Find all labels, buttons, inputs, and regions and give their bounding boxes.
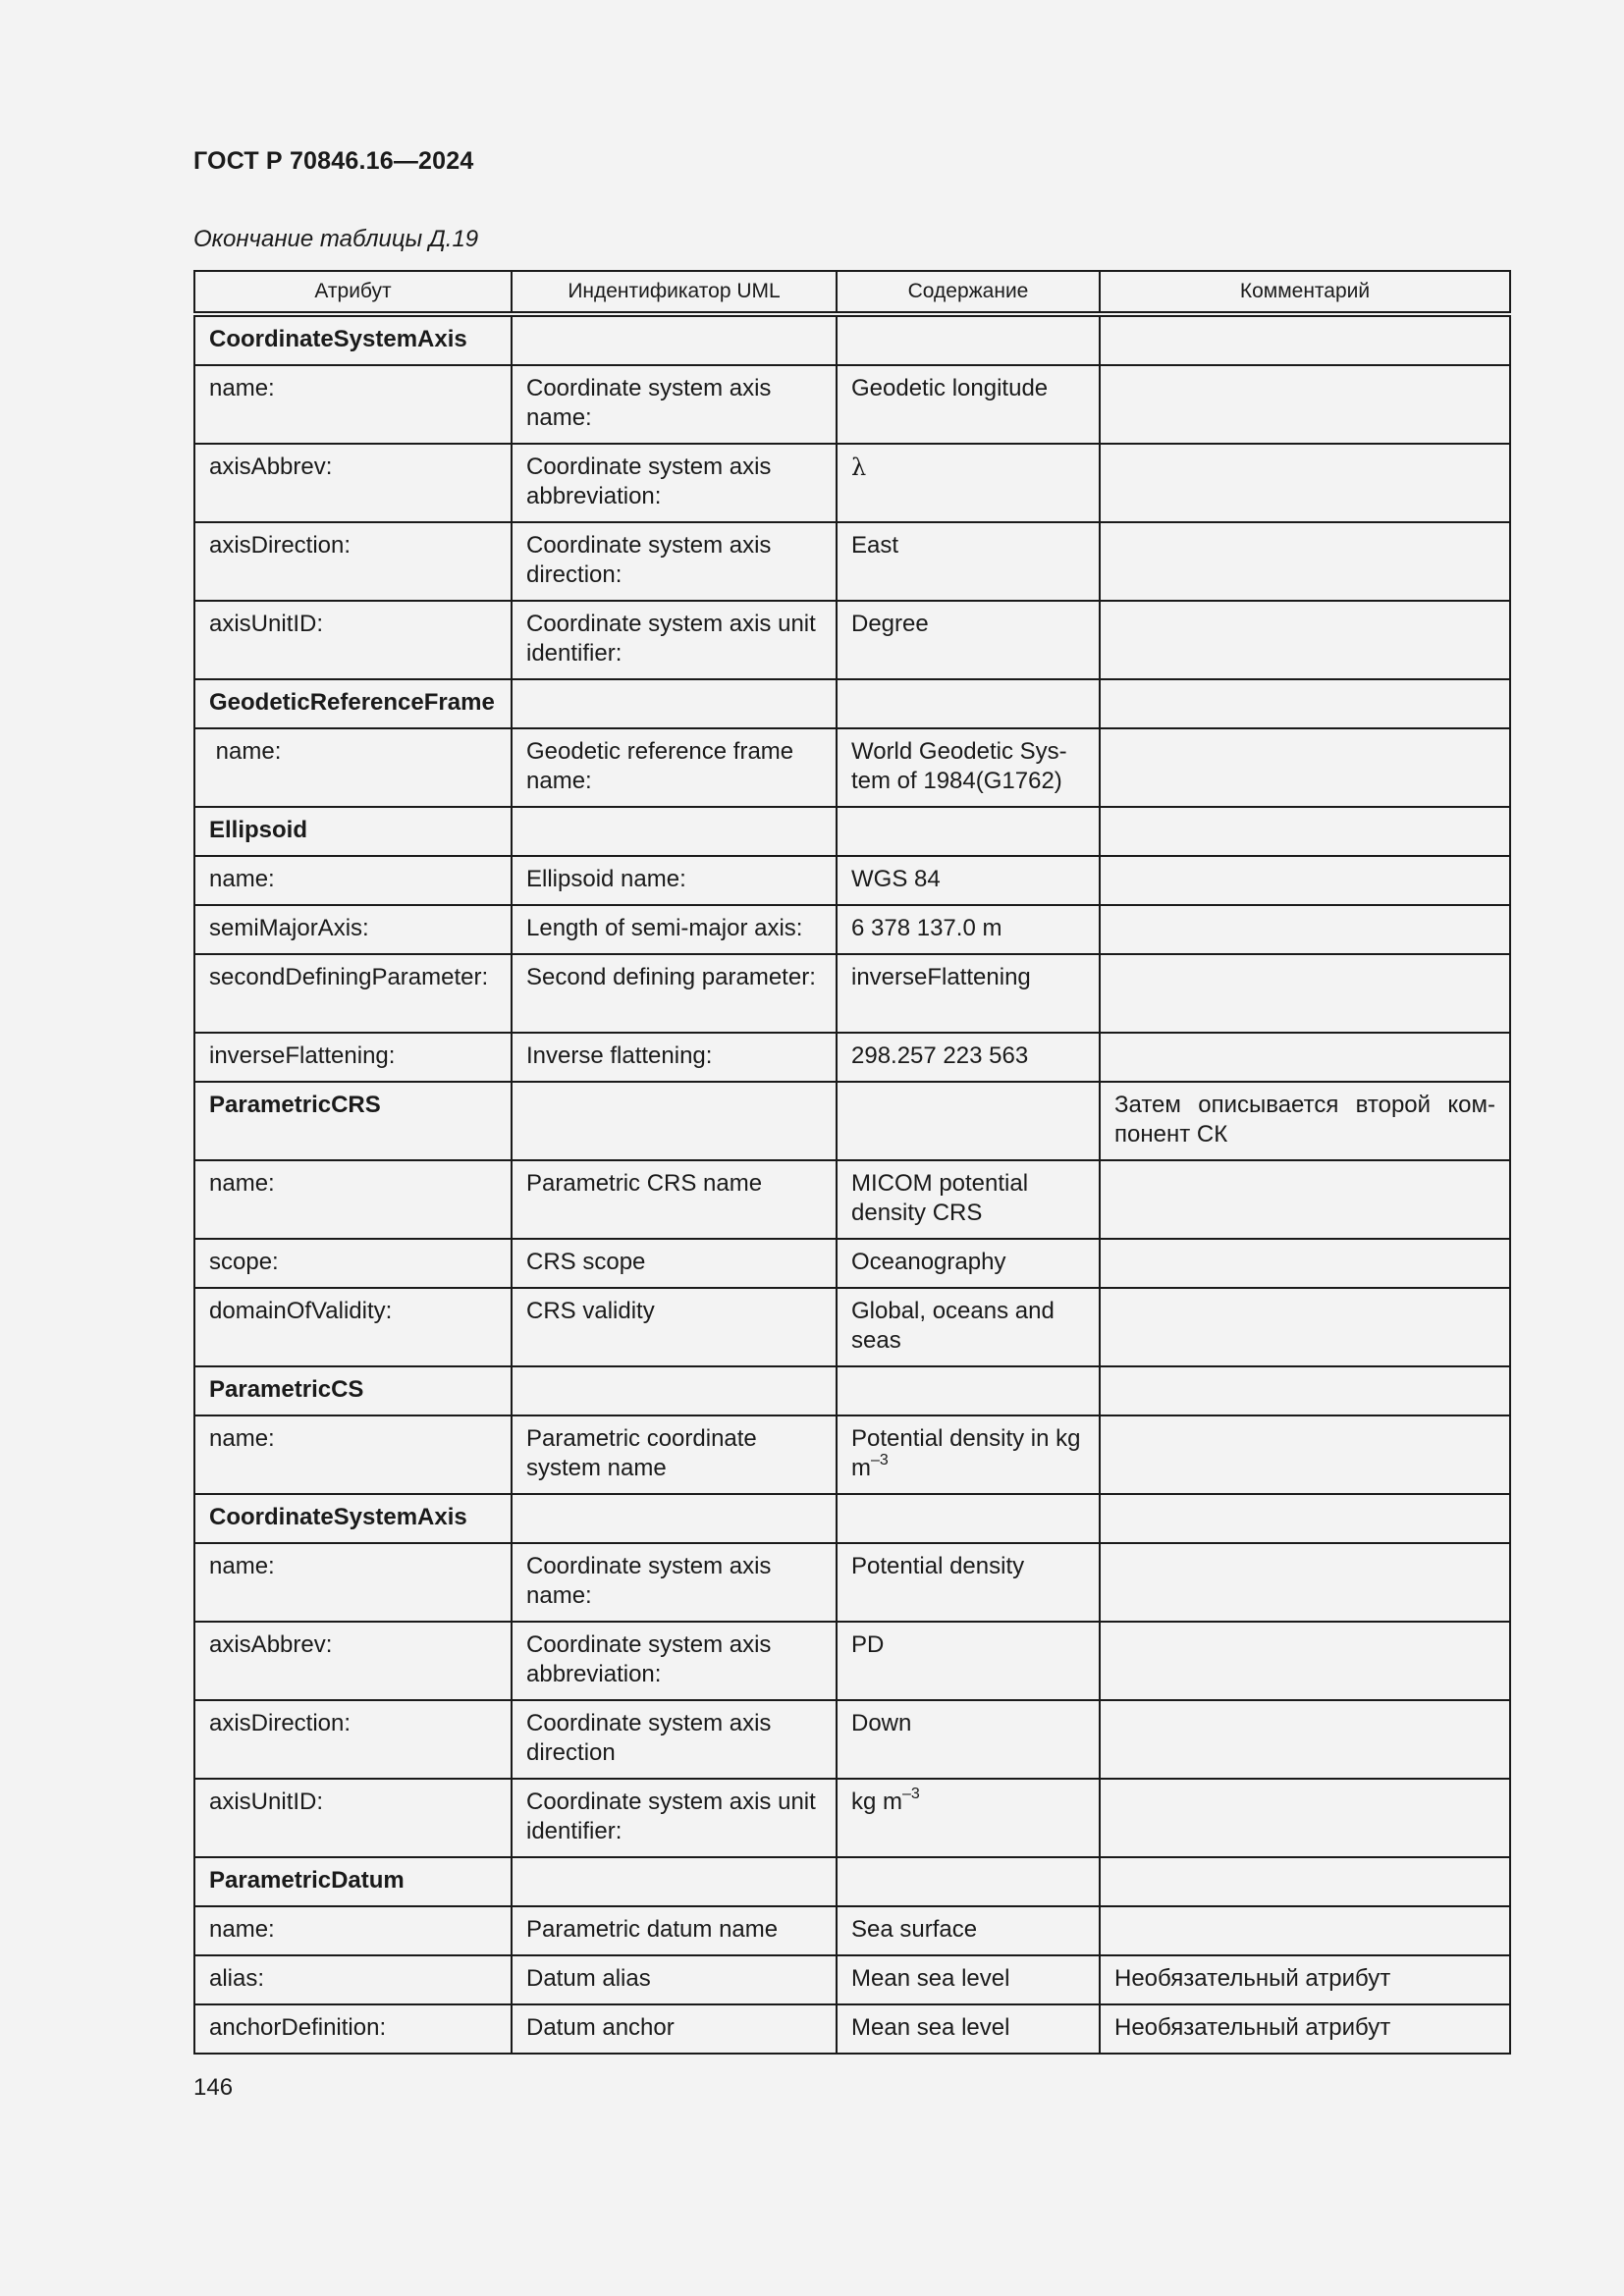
comment-cell — [1100, 728, 1510, 807]
comment-cell — [1100, 1033, 1510, 1082]
comment-cell — [1100, 314, 1510, 365]
content-cell — [837, 1366, 1100, 1415]
content-cell: MICOM potential density CRS — [837, 1160, 1100, 1239]
uml-cell — [512, 679, 837, 728]
table-row — [194, 1366, 1510, 1415]
attribute-cell: name: — [194, 1543, 512, 1622]
comment-cell — [1100, 905, 1510, 954]
uml-cell — [512, 807, 837, 856]
uml-cell: Coordinate system axis unit identifier: — [512, 601, 837, 679]
attribute-cell: axisUnitID: — [194, 1779, 512, 1857]
comment-cell — [1100, 522, 1510, 601]
content-cell: World Geodetic Sys-tem of 1984(G1762) — [837, 728, 1100, 807]
group-heading-cell: CoordinateSystemAxis — [194, 314, 512, 365]
attribute-cell: semiMajorAxis: — [194, 905, 512, 954]
uml-cell — [512, 1366, 837, 1415]
group-heading-cell: ParametricCS — [194, 1366, 512, 1415]
content-cell — [837, 1494, 1100, 1543]
uml-cell — [512, 1082, 837, 1160]
table-caption: Окончание таблицы Д.19 — [193, 226, 479, 252]
content-cell — [837, 1415, 1100, 1494]
table-row — [194, 1494, 1510, 1543]
comment-cell — [1100, 679, 1510, 728]
content-cell: Global, oceans and seas — [837, 1288, 1100, 1366]
column-header-comment: Комментарий — [1100, 271, 1510, 314]
comment-cell — [1100, 1239, 1510, 1288]
uml-cell — [512, 1857, 837, 1906]
attribute-cell: name: — [194, 365, 512, 444]
content-cell: Mean sea level — [837, 2004, 1100, 2054]
content-cell: inverseFlattening — [837, 954, 1100, 1033]
table-row — [194, 1622, 1510, 1700]
comment-cell — [1100, 1906, 1510, 1955]
attribute-cell: domainOfValidity: — [194, 1288, 512, 1366]
content-cell: Down — [837, 1700, 1100, 1779]
comment-cell: Необязательный атрибут — [1100, 1955, 1510, 2004]
content-cell: PD — [837, 1622, 1100, 1700]
table-row — [194, 728, 1510, 807]
attribute-cell: secondDefiningParameter: — [194, 954, 512, 1033]
table-row — [194, 1543, 1510, 1622]
content-cell — [837, 807, 1100, 856]
document-id: ГОСТ Р 70846.16—2024 — [193, 147, 474, 175]
uml-cell: Parametric coordinate system name — [512, 1415, 837, 1494]
attribute-cell: name: — [194, 1906, 512, 1955]
uml-cell: Parametric datum name — [512, 1906, 837, 1955]
uml-cell: Parametric CRS name — [512, 1160, 837, 1239]
comment-cell — [1100, 954, 1510, 1033]
content-cell: Degree — [837, 601, 1100, 679]
table-row — [194, 679, 1510, 728]
comment-cell — [1100, 444, 1510, 522]
group-heading-cell: ParametricDatum — [194, 1857, 512, 1906]
table-row — [194, 856, 1510, 905]
comment-cell: Необязательный атрибут — [1100, 2004, 1510, 2054]
attribute-cell: name: — [194, 1415, 512, 1494]
uml-cell: Geodetic reference frame name: — [512, 728, 837, 807]
table-row — [194, 601, 1510, 679]
table-row — [194, 2004, 1510, 2054]
page-number: 146 — [193, 2074, 234, 2101]
group-heading-cell: Ellipsoid — [194, 807, 512, 856]
uml-cell: CRS scope — [512, 1239, 837, 1288]
table-row — [194, 1082, 1510, 1160]
attribute-cell: axisDirection: — [194, 1700, 512, 1779]
group-heading-cell: CoordinateSystemAxis — [194, 1494, 512, 1543]
attribute-cell: name: — [194, 1160, 512, 1239]
table-row — [194, 1700, 1510, 1779]
attribute-cell: axisAbbrev: — [194, 1622, 512, 1700]
content-cell: Mean sea level — [837, 1955, 1100, 2004]
attribute-cell: anchorDefinition: — [194, 2004, 512, 2054]
table-header-row — [194, 271, 1510, 314]
comment-cell — [1100, 1857, 1510, 1906]
comment-cell — [1100, 365, 1510, 444]
attribute-cell: name: — [194, 856, 512, 905]
content-cell: Potential density — [837, 1543, 1100, 1622]
column-header-uml-identifier: Индентификатор UML — [512, 271, 837, 314]
column-header-content: Содержание — [837, 271, 1100, 314]
attribute-cell: alias: — [194, 1955, 512, 2004]
group-heading-cell: ParametricCRS — [194, 1082, 512, 1160]
comment-cell — [1100, 1494, 1510, 1543]
uml-cell: Coordinate system axis abbreviation: — [512, 1622, 837, 1700]
group-heading-cell: GeodeticReferenceFrame — [194, 679, 512, 728]
table-row — [194, 365, 1510, 444]
comment-cell — [1100, 1160, 1510, 1239]
uml-cell — [512, 1494, 837, 1543]
comment-cell — [1100, 1700, 1510, 1779]
content-cell: Geodetic longitude — [837, 365, 1100, 444]
uml-cell: Coordinate system axis unit identifier: — [512, 1779, 837, 1857]
table-row — [194, 1906, 1510, 1955]
comment-cell — [1100, 807, 1510, 856]
uml-cell: Coordinate system axis direction — [512, 1700, 837, 1779]
attribute-cell: name: — [194, 728, 512, 807]
table-row — [194, 1160, 1510, 1239]
comment-cell — [1100, 1622, 1510, 1700]
content-cell: 6 378 137.0 m — [837, 905, 1100, 954]
content-cell: λ — [837, 444, 1100, 522]
uml-cell: Coordinate system axis name: — [512, 365, 837, 444]
attribute-cell: axisUnitID: — [194, 601, 512, 679]
table-row — [194, 954, 1510, 1033]
comment-cell — [1100, 1415, 1510, 1494]
content-cell: 298.257 223 563 — [837, 1033, 1100, 1082]
comment-cell — [1100, 1288, 1510, 1366]
content-cell — [837, 1082, 1100, 1160]
table-row — [194, 522, 1510, 601]
uml-cell: Datum anchor — [512, 2004, 837, 2054]
content-cell — [837, 679, 1100, 728]
attribute-cell: axisDirection: — [194, 522, 512, 601]
attribute-table — [193, 270, 1509, 2055]
attribute-cell: inverseFlattening: — [194, 1033, 512, 1082]
table-row — [194, 1955, 1510, 2004]
unit-exponent: –3 — [902, 1786, 920, 1802]
content-cell — [837, 314, 1100, 365]
table-row — [194, 314, 1510, 365]
table-row — [194, 1239, 1510, 1288]
uml-cell: Ellipsoid name: — [512, 856, 837, 905]
comment-cell — [1100, 1779, 1510, 1857]
uml-cell: Datum alias — [512, 1955, 837, 2004]
uml-cell — [512, 314, 837, 365]
table-row — [194, 1857, 1510, 1906]
attribute-cell: axisAbbrev: — [194, 444, 512, 522]
attribute-cell: scope: — [194, 1239, 512, 1288]
uml-cell: Inverse flattening: — [512, 1033, 837, 1082]
content-cell: Oceanography — [837, 1239, 1100, 1288]
comment-cell — [1100, 1366, 1510, 1415]
column-header-attribute: Атрибут — [194, 271, 512, 314]
comment-cell — [1100, 1543, 1510, 1622]
content-cell: WGS 84 — [837, 856, 1100, 905]
content-text: kg m — [851, 1789, 903, 1815]
uml-cell: Coordinate system axis abbreviation: — [512, 444, 837, 522]
uml-cell: Length of semi-major axis: — [512, 905, 837, 954]
content-cell — [837, 1779, 1100, 1857]
table-row — [194, 1779, 1510, 1857]
content-cell: East — [837, 522, 1100, 601]
table-row — [194, 1288, 1510, 1366]
uml-cell: Second defining parameter: — [512, 954, 837, 1033]
comment-cell — [1100, 601, 1510, 679]
uml-cell: Coordinate system axis name: — [512, 1543, 837, 1622]
table-row — [194, 1415, 1510, 1494]
table-row — [194, 1033, 1510, 1082]
uml-cell: Coordinate system axis direction: — [512, 522, 837, 601]
table-row — [194, 444, 1510, 522]
content-text: Potential density in kg m — [851, 1425, 1081, 1481]
comment-cell — [1100, 856, 1510, 905]
comment-cell: Затем описывается второй ком-понент СК — [1100, 1082, 1510, 1160]
table-row — [194, 905, 1510, 954]
unit-exponent: –3 — [871, 1452, 889, 1468]
content-cell — [837, 1857, 1100, 1906]
content-cell: Sea surface — [837, 1906, 1100, 1955]
uml-cell: CRS validity — [512, 1288, 837, 1366]
table-row — [194, 807, 1510, 856]
